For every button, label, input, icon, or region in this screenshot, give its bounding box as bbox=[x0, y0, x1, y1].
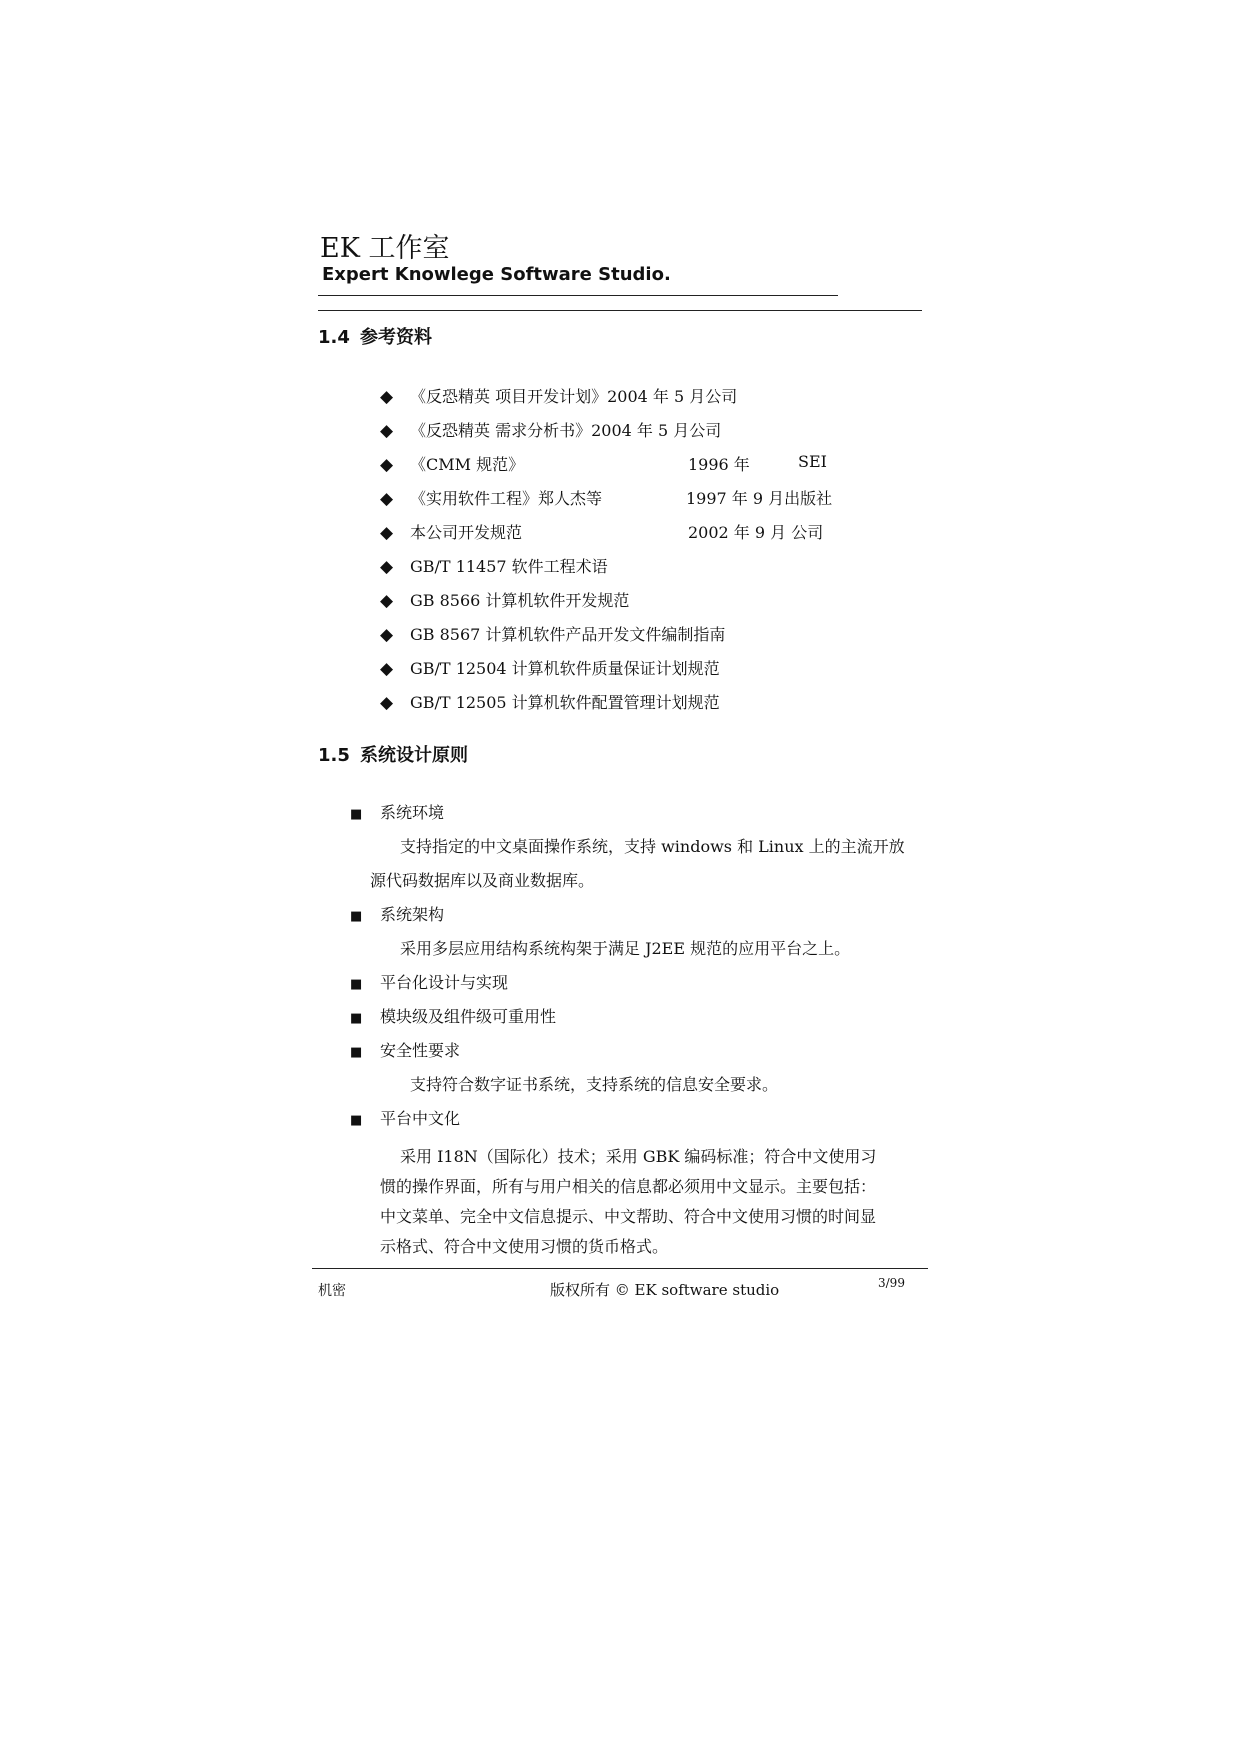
paragraph-line: 采用 I18N（国际化）技术；采用 GBK 编码标准；符合中文使用习 bbox=[400, 1147, 877, 1166]
footer-page-number: 3/99 bbox=[878, 1276, 905, 1290]
diamond-bullet-icon: ◆ bbox=[380, 421, 394, 441]
list-item: ◆ GB/T 12504 计算机软件质量保证计划规范 bbox=[380, 659, 720, 679]
list-item: ■ 系统架构 bbox=[350, 905, 445, 924]
paragraph-line: 中文菜单、完全中文信息提示、中文帮助、符合中文使用习惯的时间显 bbox=[380, 1207, 877, 1226]
section-heading-principles bbox=[318, 741, 468, 767]
list-item: ■ 平台中文化 bbox=[350, 1109, 461, 1128]
list-item: ◆ 《实用软件工程》郑人杰等 1997 年 9 月出版社 bbox=[380, 489, 833, 509]
paragraph-line: 采用多层应用结构系统构架于满足 J2EE 规范的应用平台之上。 bbox=[400, 939, 851, 958]
diamond-bullet-icon: ◆ bbox=[380, 625, 394, 645]
list-item: ◆ GB/T 11457 软件工程术语 bbox=[380, 557, 608, 577]
paragraph-line: 惯的操作界面，所有与用户相关的信息都必须用中文显示。主要包括： bbox=[380, 1177, 877, 1196]
diamond-bullet-icon: ◆ bbox=[380, 489, 394, 509]
paragraph-line: 源代码数据库以及商业数据库。 bbox=[370, 871, 595, 890]
list-item: ◆ GB 8566 计算机软件开发规范 bbox=[380, 591, 630, 611]
paragraph-line: 支持符合数字证书系统，支持系统的信息安全要求。 bbox=[410, 1075, 779, 1094]
list-item: ◆ 《CMM 规范》 1996 年 SEI bbox=[380, 452, 827, 475]
list-item: ◆ GB 8567 计算机软件产品开发文件编制指南 bbox=[380, 625, 726, 645]
diamond-bullet-icon: ◆ bbox=[380, 387, 394, 407]
list-item: ◆ 《反恐精英 需求分析书》2004 年 5 月公司 bbox=[380, 421, 722, 441]
square-bullet-icon: ■ bbox=[350, 1113, 363, 1128]
diamond-bullet-icon: ◆ bbox=[380, 693, 394, 713]
list-item: ■ 模块级及组件级可重用性 bbox=[350, 1007, 557, 1026]
header-rule-long bbox=[318, 310, 922, 311]
section-title: 参考资料 bbox=[360, 327, 432, 348]
square-bullet-icon: ■ bbox=[350, 1045, 363, 1060]
header-rule-short bbox=[318, 295, 838, 296]
section-number: 1.5 bbox=[318, 745, 350, 766]
list-item: ■ 平台化设计与实现 bbox=[350, 973, 509, 992]
section-title: 系统设计原则 bbox=[360, 745, 468, 766]
section-heading-references bbox=[318, 323, 432, 349]
footer-copyright: 版权所有 © EK software studio bbox=[550, 1281, 780, 1299]
paragraph-line: 示格式、符合中文使用习惯的货币格式。 bbox=[380, 1237, 669, 1256]
list-item: ■ 系统环境 bbox=[350, 803, 445, 822]
diamond-bullet-icon: ◆ bbox=[380, 523, 394, 543]
list-item: ◆ 《反恐精英 项目开发计划》2004 年 5 月公司 bbox=[380, 387, 738, 407]
section-number: 1.4 bbox=[318, 327, 350, 348]
square-bullet-icon: ■ bbox=[350, 807, 363, 822]
list-item: ◆ GB/T 12505 计算机软件配置管理计划规范 bbox=[380, 693, 720, 713]
list-item: ■ 安全性要求 bbox=[350, 1041, 461, 1060]
studio-title: EK 工作室 bbox=[320, 233, 450, 264]
square-bullet-icon: ■ bbox=[350, 909, 363, 924]
square-bullet-icon: ■ bbox=[350, 1011, 363, 1026]
square-bullet-icon: ■ bbox=[350, 977, 363, 992]
diamond-bullet-icon: ◆ bbox=[380, 659, 394, 679]
studio-subtitle: Expert Knowlege Software Studio. bbox=[322, 264, 671, 285]
list-item: ◆ 本公司开发规范 2002 年 9 月 公司 bbox=[380, 523, 824, 543]
diamond-bullet-icon: ◆ bbox=[380, 557, 394, 577]
diamond-bullet-icon: ◆ bbox=[380, 455, 394, 475]
footer-confidential: 机密 bbox=[318, 1283, 346, 1299]
paragraph-line: 支持指定的中文桌面操作系统，支持 windows 和 Linux 上的主流开放 bbox=[400, 837, 905, 856]
footer-rule bbox=[312, 1268, 928, 1269]
diamond-bullet-icon: ◆ bbox=[380, 591, 394, 611]
